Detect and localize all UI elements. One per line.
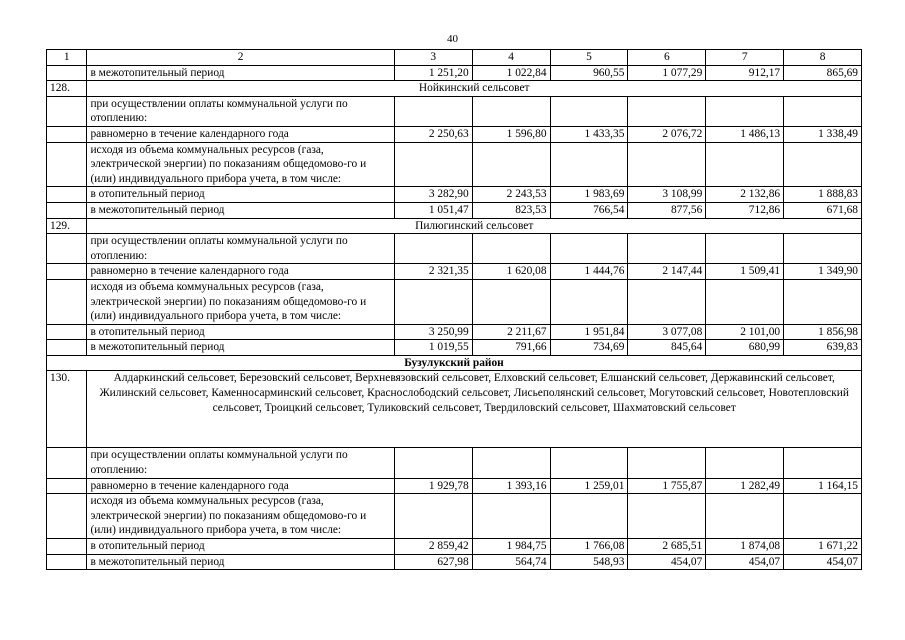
value-cell: 2 147,44 [628, 264, 706, 280]
value-cell: 1 486,13 [706, 126, 784, 142]
column-header: 8 [784, 50, 862, 66]
value-cell: 564,74 [472, 554, 550, 570]
table-row [47, 264, 862, 280]
table-row [47, 202, 862, 218]
row-number-cell [47, 554, 87, 570]
table-row [47, 448, 862, 478]
value-cell: 1 282,49 [706, 478, 784, 494]
table-row [47, 539, 862, 555]
row-label: исходя из объема коммунальных ресурсов (газа, электрической энергии) по показаниям общедомово-го и (или) индивидуального прибора учета, в том числе: [87, 279, 394, 324]
row-label: при осуществлении оплаты коммунальной услуги по отоплению: [87, 234, 394, 264]
page-number: 40 [447, 33, 458, 45]
value-cell [550, 234, 628, 264]
tariff-table [46, 49, 862, 570]
value-cell: 3 108,99 [628, 187, 706, 203]
value-cell: 454,07 [628, 554, 706, 570]
value-cell: 627,98 [394, 554, 472, 570]
table-row [47, 187, 862, 203]
value-cell: 1 874,08 [706, 539, 784, 555]
column-header: 5 [550, 50, 628, 66]
value-cell: 1 022,84 [472, 65, 550, 81]
value-cell: 639,83 [784, 340, 862, 356]
row-number-cell [47, 340, 87, 356]
value-cell: 1 393,16 [472, 478, 550, 494]
value-cell: 1 888,83 [784, 187, 862, 203]
value-cell: 2 243,53 [472, 187, 550, 203]
row-number-cell [47, 96, 87, 126]
value-cell: 1 338,49 [784, 126, 862, 142]
value-cell: 2 321,35 [394, 264, 472, 280]
row-number-cell [47, 324, 87, 340]
value-cell: 1 856,98 [784, 324, 862, 340]
row-number-cell [47, 187, 87, 203]
value-cell [628, 234, 706, 264]
row-label: в отопительный период [87, 187, 394, 203]
section-header-row [47, 371, 862, 448]
value-cell [472, 142, 550, 187]
value-cell: 548,93 [550, 554, 628, 570]
value-cell: 2 211,67 [472, 324, 550, 340]
value-cell [784, 96, 862, 126]
value-cell [628, 494, 706, 539]
value-cell: 1 671,22 [784, 539, 862, 555]
value-cell: 865,69 [784, 65, 862, 81]
value-cell [550, 448, 628, 478]
value-cell [706, 234, 784, 264]
row-label: в межотопительный период [87, 65, 394, 81]
value-cell [550, 279, 628, 324]
value-cell [394, 234, 472, 264]
row-label: исходя из объема коммунальных ресурсов (газа, электрической энергии) по показаниям общедомово-го и (или) индивидуального прибора учета, в том числе: [87, 494, 394, 539]
value-cell [706, 279, 784, 324]
value-cell [628, 279, 706, 324]
row-number-cell [47, 65, 87, 81]
value-cell [394, 279, 472, 324]
value-cell: 1 259,01 [550, 478, 628, 494]
value-cell: 680,99 [706, 340, 784, 356]
value-cell [394, 142, 472, 187]
table-row [47, 554, 862, 570]
value-cell: 1 444,76 [550, 264, 628, 280]
value-cell [394, 494, 472, 539]
row-number-cell [47, 448, 87, 478]
value-cell [472, 279, 550, 324]
row-number-cell [47, 234, 87, 264]
section-header-row [47, 218, 862, 234]
section-title: Пилюгинский сельсовет [87, 218, 862, 234]
value-cell [628, 448, 706, 478]
value-cell: 2 076,72 [628, 126, 706, 142]
value-cell: 1 929,78 [394, 478, 472, 494]
row-number-cell [47, 279, 87, 324]
value-cell: 454,07 [784, 554, 862, 570]
section-number: 128. [47, 81, 87, 97]
value-cell [472, 96, 550, 126]
district-title: Бузулукский район [47, 355, 862, 371]
section-number: 130. [47, 371, 87, 448]
value-cell [706, 142, 784, 187]
value-cell: 1 620,08 [472, 264, 550, 280]
column-header: 4 [472, 50, 550, 66]
column-header: 3 [394, 50, 472, 66]
village-list: Алдаркинский сельсовет, Березовский сельсовет, Верхневязовский сельсовет, Елховский сельсовет, Елшанский сельсовет, Державинский сельсовет, Жилинский сельсовет, Каменносарминский сельсовет, Краснослободский сельсовет, Лисьеполянский сельсовет, Могутовский сельсовет, Новотепловский сельсовет, Троицкий сельсовет, Туликовский сельсовет, Твердиловский сельсовет, Шахматовский сельсовет [87, 371, 862, 448]
row-label: в межотопительный период [87, 554, 394, 570]
value-cell: 1 077,29 [628, 65, 706, 81]
row-label: исходя из объема коммунальных ресурсов (газа, электрической энергии) по показаниям общедомово-го и (или) индивидуального прибора учета, в том числе: [87, 142, 394, 187]
column-header: 6 [628, 50, 706, 66]
value-cell: 1 164,15 [784, 478, 862, 494]
value-cell: 791,66 [472, 340, 550, 356]
value-cell [472, 448, 550, 478]
row-label: в межотопительный период [87, 340, 394, 356]
header-row [47, 50, 862, 66]
value-cell [394, 448, 472, 478]
value-cell [394, 96, 472, 126]
row-label: в отопительный период [87, 539, 394, 555]
column-header: 2 [87, 50, 394, 66]
column-header: 1 [47, 50, 87, 66]
row-number-cell [47, 126, 87, 142]
value-cell: 2 685,51 [628, 539, 706, 555]
value-cell: 2 132,86 [706, 187, 784, 203]
value-cell: 1 755,87 [628, 478, 706, 494]
row-label: равномерно в течение календарного года [87, 126, 394, 142]
value-cell: 1 951,84 [550, 324, 628, 340]
row-label: при осуществлении оплаты коммунальной услуги по отоплению: [87, 448, 394, 478]
value-cell: 1 251,20 [394, 65, 472, 81]
value-cell: 823,53 [472, 202, 550, 218]
row-label: при осуществлении оплаты коммунальной услуги по отоплению: [87, 96, 394, 126]
value-cell: 3 282,90 [394, 187, 472, 203]
table-row [47, 340, 862, 356]
row-number-cell [47, 264, 87, 280]
value-cell [784, 448, 862, 478]
section-number: 129. [47, 218, 87, 234]
value-cell: 671,68 [784, 202, 862, 218]
table-row [47, 65, 862, 81]
value-cell: 845,64 [628, 340, 706, 356]
value-cell: 2 101,00 [706, 324, 784, 340]
value-cell: 1 596,80 [472, 126, 550, 142]
value-cell [628, 142, 706, 187]
value-cell [628, 96, 706, 126]
value-cell [784, 494, 862, 539]
value-cell [706, 494, 784, 539]
value-cell [550, 494, 628, 539]
value-cell: 1 983,69 [550, 187, 628, 203]
row-number-cell [47, 142, 87, 187]
value-cell: 734,69 [550, 340, 628, 356]
value-cell [784, 142, 862, 187]
value-cell: 1 984,75 [472, 539, 550, 555]
value-cell [550, 142, 628, 187]
value-cell: 1 433,35 [550, 126, 628, 142]
value-cell [784, 234, 862, 264]
table-row [47, 279, 862, 324]
row-number-cell [47, 202, 87, 218]
value-cell: 3 077,08 [628, 324, 706, 340]
value-cell [472, 234, 550, 264]
value-cell: 712,86 [706, 202, 784, 218]
value-cell: 766,54 [550, 202, 628, 218]
table-row [47, 142, 862, 187]
value-cell: 454,07 [706, 554, 784, 570]
district-row [47, 355, 862, 371]
column-header: 7 [706, 50, 784, 66]
value-cell: 2 859,42 [394, 539, 472, 555]
table-row [47, 494, 862, 539]
row-label: в межотопительный период [87, 202, 394, 218]
row-number-cell [47, 478, 87, 494]
table-row [47, 96, 862, 126]
value-cell: 2 250,63 [394, 126, 472, 142]
value-cell: 1 051,47 [394, 202, 472, 218]
value-cell [706, 448, 784, 478]
section-title: Нойкинский сельсовет [87, 81, 862, 97]
value-cell: 1 019,55 [394, 340, 472, 356]
value-cell [550, 96, 628, 126]
section-header-row [47, 81, 862, 97]
table-row [47, 478, 862, 494]
table-row [47, 234, 862, 264]
row-number-cell [47, 494, 87, 539]
value-cell [472, 494, 550, 539]
value-cell: 912,17 [706, 65, 784, 81]
value-cell: 877,56 [628, 202, 706, 218]
value-cell: 1 349,90 [784, 264, 862, 280]
row-number-cell [47, 539, 87, 555]
row-label: равномерно в течение календарного года [87, 264, 394, 280]
value-cell [706, 96, 784, 126]
table-row [47, 324, 862, 340]
value-cell: 3 250,99 [394, 324, 472, 340]
row-label: в отопительный период [87, 324, 394, 340]
table-row [47, 126, 862, 142]
row-label: равномерно в течение календарного года [87, 478, 394, 494]
value-cell: 960,55 [550, 65, 628, 81]
value-cell: 1 509,41 [706, 264, 784, 280]
value-cell [784, 279, 862, 324]
value-cell: 1 766,08 [550, 539, 628, 555]
